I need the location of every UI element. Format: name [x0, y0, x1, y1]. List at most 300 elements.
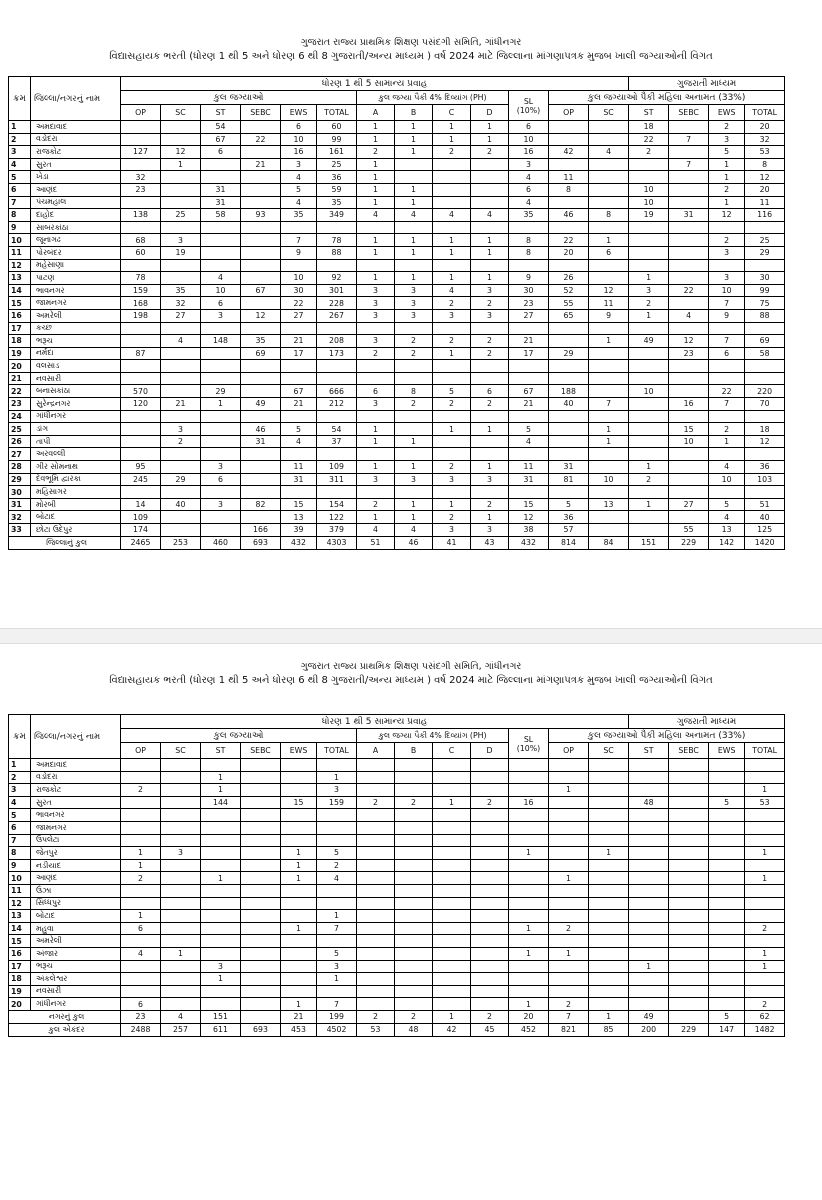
row-value: 1	[357, 183, 395, 196]
row-value	[509, 771, 549, 784]
row-value: 18	[745, 423, 785, 436]
row-value: 40	[161, 498, 201, 511]
row-value	[317, 985, 357, 998]
row-value: 154	[317, 498, 357, 511]
column-header: ST	[629, 743, 669, 759]
row-value	[161, 461, 201, 474]
row-value	[201, 246, 241, 259]
row-value: 1	[589, 335, 629, 348]
row-value	[433, 821, 471, 834]
row-value: 20	[745, 121, 785, 134]
row-value	[433, 259, 471, 272]
row-value: 122	[317, 511, 357, 524]
row-value	[395, 171, 433, 184]
row-value	[471, 935, 509, 948]
row-number: 15	[9, 935, 31, 948]
row-value	[549, 372, 589, 385]
row-value	[589, 448, 629, 461]
row-number: 19	[9, 347, 31, 360]
row-value	[549, 360, 589, 373]
row-value	[241, 809, 281, 822]
row-value	[589, 960, 629, 973]
row-name: ડાંગ	[31, 423, 121, 436]
row-name: વડોદરા	[31, 771, 121, 784]
row-value	[241, 998, 281, 1011]
row-value	[509, 897, 549, 910]
total-value: 814	[549, 536, 589, 549]
row-value	[589, 272, 629, 285]
row-value: 67	[241, 284, 281, 297]
row-value	[161, 183, 201, 196]
row-value: 1	[433, 234, 471, 247]
row-value	[317, 221, 357, 234]
row-value	[317, 935, 357, 948]
row-value: 148	[201, 335, 241, 348]
row-value	[669, 771, 709, 784]
row-value	[669, 272, 709, 285]
row-value	[395, 897, 433, 910]
row-number: 25	[9, 423, 31, 436]
row-value: 4	[281, 171, 317, 184]
table-row	[9, 759, 785, 772]
row-value: 22	[281, 297, 317, 310]
row-value	[433, 859, 471, 872]
row-value: 8	[509, 246, 549, 259]
row-value	[629, 234, 669, 247]
row-value	[549, 973, 589, 986]
row-value: 31	[201, 196, 241, 209]
row-value	[433, 372, 471, 385]
row-value	[161, 372, 201, 385]
row-value	[395, 985, 433, 998]
row-value	[161, 133, 201, 146]
row-value: 49	[629, 335, 669, 348]
row-value	[161, 771, 201, 784]
row-value: 1	[745, 872, 785, 885]
row-value	[241, 297, 281, 310]
row-value: 2	[471, 796, 509, 809]
row-value: 198	[121, 309, 161, 322]
row-value	[395, 158, 433, 171]
row-value: 1	[709, 171, 745, 184]
row-value	[121, 935, 161, 948]
row-value	[433, 448, 471, 461]
row-value: 52	[549, 284, 589, 297]
row-value	[201, 809, 241, 822]
row-value: 3	[357, 473, 395, 486]
row-name: ભાવનગર	[31, 809, 121, 822]
row-value	[669, 947, 709, 960]
row-value: 2	[471, 146, 509, 159]
row-name: ઉપલેટા	[31, 834, 121, 847]
row-value: 17	[281, 347, 317, 360]
town-total-row	[9, 1010, 785, 1023]
row-value	[395, 486, 433, 499]
total-value: 53	[357, 1023, 395, 1036]
row-value: 1	[201, 771, 241, 784]
row-value	[241, 872, 281, 885]
row-value: 8	[509, 234, 549, 247]
row-value	[589, 771, 629, 784]
row-value: 1	[433, 121, 471, 134]
table-row	[9, 985, 785, 998]
row-value	[509, 834, 549, 847]
row-value	[629, 985, 669, 998]
row-value	[589, 158, 629, 171]
table-row	[9, 171, 785, 184]
row-value: 1	[509, 998, 549, 1011]
row-name: અમરેલી	[31, 309, 121, 322]
row-value	[589, 183, 629, 196]
row-value	[589, 759, 629, 772]
row-value: 5	[709, 146, 745, 159]
row-value	[629, 322, 669, 335]
total-value: 49	[629, 1010, 669, 1023]
table-row	[9, 246, 785, 259]
row-value: 58	[201, 209, 241, 222]
row-value: 3	[357, 335, 395, 348]
row-value	[241, 246, 281, 259]
row-value	[357, 872, 395, 885]
total-label: જિલ્લાનું કુલ	[9, 536, 121, 549]
row-value: 8	[589, 209, 629, 222]
row-number: 29	[9, 473, 31, 486]
row-value	[395, 859, 433, 872]
row-value: 23	[121, 183, 161, 196]
row-value	[589, 133, 629, 146]
row-value	[549, 335, 589, 348]
total-value: 7	[549, 1010, 589, 1023]
row-value	[471, 183, 509, 196]
table-row	[9, 486, 785, 499]
row-value: 35	[161, 284, 201, 297]
row-value: 7	[317, 922, 357, 935]
row-value: 1	[121, 910, 161, 923]
row-name: અંકલેશ્વર	[31, 973, 121, 986]
row-value	[395, 884, 433, 897]
row-value: 1	[357, 511, 395, 524]
row-value: 15	[281, 498, 317, 511]
row-number: 10	[9, 872, 31, 885]
row-name: જૂનાગઢ	[31, 234, 121, 247]
row-value	[395, 935, 433, 948]
row-value: 8	[549, 183, 589, 196]
row-value	[357, 960, 395, 973]
row-number: 20	[9, 998, 31, 1011]
row-value	[589, 935, 629, 948]
row-value	[241, 935, 281, 948]
row-value: 1	[549, 784, 589, 797]
row-value	[433, 973, 471, 986]
row-value	[745, 884, 785, 897]
row-number: 9	[9, 221, 31, 234]
header-women-posts: કુલ જગ્યાઓ પૈકી મહિલા અનામત (33%)	[549, 91, 785, 105]
row-value	[549, 935, 589, 948]
row-value: 10	[709, 473, 745, 486]
row-value: 55	[549, 297, 589, 310]
table-row	[9, 234, 785, 247]
row-value: 36	[549, 511, 589, 524]
row-value: 59	[317, 183, 357, 196]
row-value	[395, 784, 433, 797]
row-name: અંજાર	[31, 947, 121, 960]
table-row	[9, 121, 785, 134]
row-value: 2	[121, 784, 161, 797]
row-value: 2	[357, 347, 395, 360]
row-number: 17	[9, 960, 31, 973]
row-value: 2	[395, 796, 433, 809]
row-value	[709, 872, 745, 885]
row-value	[669, 171, 709, 184]
row-value	[509, 884, 549, 897]
row-value	[241, 821, 281, 834]
row-number: 6	[9, 821, 31, 834]
table-row	[9, 347, 785, 360]
row-value	[629, 834, 669, 847]
row-value	[709, 259, 745, 272]
row-value: 3	[201, 461, 241, 474]
row-value	[241, 410, 281, 423]
row-value: 1	[161, 158, 201, 171]
row-value	[201, 158, 241, 171]
row-value	[669, 897, 709, 910]
row-value: 31	[281, 473, 317, 486]
row-value	[629, 486, 669, 499]
row-value: 173	[317, 347, 357, 360]
row-value: 31	[241, 435, 281, 448]
row-value: 1	[201, 872, 241, 885]
row-number: 4	[9, 158, 31, 171]
row-number: 9	[9, 859, 31, 872]
row-value	[161, 511, 201, 524]
row-name: ભરૂચ	[31, 960, 121, 973]
row-value	[201, 897, 241, 910]
row-value	[395, 372, 433, 385]
total-value: 2488	[121, 1023, 161, 1036]
row-value	[549, 821, 589, 834]
row-number: 3	[9, 784, 31, 797]
row-value	[509, 973, 549, 986]
header-group-medium: ગુજરાતી માધ્યમ	[629, 715, 785, 729]
row-value	[471, 196, 509, 209]
row-value: 5	[509, 423, 549, 436]
row-value: 92	[317, 272, 357, 285]
row-value: 39	[281, 524, 317, 537]
row-value	[471, 985, 509, 998]
row-value: 36	[317, 171, 357, 184]
row-value	[509, 448, 549, 461]
row-value	[509, 910, 549, 923]
table-row	[9, 796, 785, 809]
row-number: 1	[9, 121, 31, 134]
row-value	[745, 910, 785, 923]
row-value	[471, 973, 509, 986]
row-value	[395, 960, 433, 973]
row-value: 29	[549, 347, 589, 360]
row-value	[241, 234, 281, 247]
row-value: 1	[589, 847, 629, 860]
row-value: 13	[281, 511, 317, 524]
row-value	[669, 360, 709, 373]
row-value	[709, 998, 745, 1011]
row-name: સાબરકાંઠા	[31, 221, 121, 234]
row-value	[201, 448, 241, 461]
row-value: 19	[629, 209, 669, 222]
row-value	[669, 847, 709, 860]
row-number: 12	[9, 259, 31, 272]
row-name: છોટા ઉદેપુર	[31, 524, 121, 537]
row-value	[709, 910, 745, 923]
row-value: 5	[317, 947, 357, 960]
column-header: EWS	[281, 743, 317, 759]
row-value	[433, 872, 471, 885]
row-value	[709, 834, 745, 847]
row-value: 159	[121, 284, 161, 297]
row-value: 2	[629, 146, 669, 159]
table-row	[9, 859, 785, 872]
row-value: 4	[317, 872, 357, 885]
row-value: 3	[161, 847, 201, 860]
row-value	[121, 796, 161, 809]
row-value	[281, 784, 317, 797]
row-value: 6	[201, 297, 241, 310]
table-row	[9, 771, 785, 784]
row-value: 15	[281, 796, 317, 809]
total-value: 452	[509, 1023, 549, 1036]
row-value	[589, 511, 629, 524]
table-row	[9, 473, 785, 486]
row-value: 10	[669, 435, 709, 448]
row-value: 1	[433, 498, 471, 511]
row-value: 3	[357, 284, 395, 297]
row-value: 1	[357, 171, 395, 184]
row-value	[669, 935, 709, 948]
row-value	[509, 985, 549, 998]
column-header: SC	[589, 743, 629, 759]
row-value	[357, 947, 395, 960]
row-value	[121, 423, 161, 436]
row-value	[509, 486, 549, 499]
row-value: 27	[509, 309, 549, 322]
row-value	[317, 759, 357, 772]
row-value: 2	[709, 423, 745, 436]
row-value: 16	[281, 146, 317, 159]
row-value	[281, 771, 317, 784]
row-value	[241, 372, 281, 385]
table-row	[9, 259, 785, 272]
row-value: 16	[669, 398, 709, 411]
row-value	[471, 884, 509, 897]
row-value: 31	[669, 209, 709, 222]
row-value: 2	[745, 922, 785, 935]
row-value: 3	[433, 473, 471, 486]
column-header: B	[395, 105, 433, 121]
row-name: અરવલ્લી	[31, 448, 121, 461]
table-row	[9, 423, 785, 436]
row-name: જેતપુર	[31, 847, 121, 860]
row-value	[709, 372, 745, 385]
row-value	[161, 809, 201, 822]
row-value: 2	[433, 146, 471, 159]
header-total-posts: કુલ જગ્યાઓ	[121, 91, 357, 105]
row-value	[471, 809, 509, 822]
row-value: 10	[629, 183, 669, 196]
row-value: 109	[317, 461, 357, 474]
row-value	[471, 372, 509, 385]
row-value	[709, 847, 745, 860]
header-ph-posts: કુલ જગ્યા પૈકી 4% દિવ્યાંગ (PH)	[357, 91, 509, 105]
total-value: 453	[281, 1023, 317, 1036]
row-value	[433, 947, 471, 960]
row-value	[121, 196, 161, 209]
row-value	[241, 511, 281, 524]
row-value: 1	[471, 423, 509, 436]
table-row	[9, 973, 785, 986]
row-value: 11	[549, 171, 589, 184]
row-value: 5	[709, 796, 745, 809]
row-value	[709, 221, 745, 234]
row-value: 38	[509, 524, 549, 537]
row-value: 9	[589, 309, 629, 322]
row-value: 31	[549, 461, 589, 474]
row-value	[709, 360, 745, 373]
row-value: 51	[745, 498, 785, 511]
row-value: 6	[471, 385, 509, 398]
row-value	[357, 884, 395, 897]
row-value	[433, 158, 471, 171]
row-value	[589, 834, 629, 847]
row-value: 1	[395, 272, 433, 285]
row-value: 1	[471, 272, 509, 285]
row-value: 99	[745, 284, 785, 297]
row-value: 103	[745, 473, 785, 486]
row-value	[629, 973, 669, 986]
row-value	[161, 973, 201, 986]
row-number: 26	[9, 435, 31, 448]
row-value	[433, 985, 471, 998]
row-value	[161, 897, 201, 910]
row-value: 22	[549, 234, 589, 247]
row-value	[121, 448, 161, 461]
row-value	[201, 947, 241, 960]
row-value	[357, 834, 395, 847]
row-value: 1	[549, 947, 589, 960]
column-header: C	[433, 743, 471, 759]
row-value	[745, 821, 785, 834]
row-value	[201, 486, 241, 499]
row-value: 1	[121, 859, 161, 872]
total-value: 2465	[121, 536, 161, 549]
row-value: 2	[471, 398, 509, 411]
row-value: 2	[629, 473, 669, 486]
row-value: 67	[281, 385, 317, 398]
row-value	[669, 183, 709, 196]
row-value	[629, 221, 669, 234]
row-value	[241, 960, 281, 973]
row-value	[549, 847, 589, 860]
row-value: 88	[317, 246, 357, 259]
row-value: 2	[433, 398, 471, 411]
row-value	[549, 796, 589, 809]
row-value	[161, 196, 201, 209]
row-value: 3	[161, 234, 201, 247]
row-value: 22	[669, 284, 709, 297]
row-value: 1	[281, 847, 317, 860]
row-value	[549, 960, 589, 973]
row-value: 8	[745, 158, 785, 171]
table-row	[9, 448, 785, 461]
row-value	[629, 998, 669, 1011]
